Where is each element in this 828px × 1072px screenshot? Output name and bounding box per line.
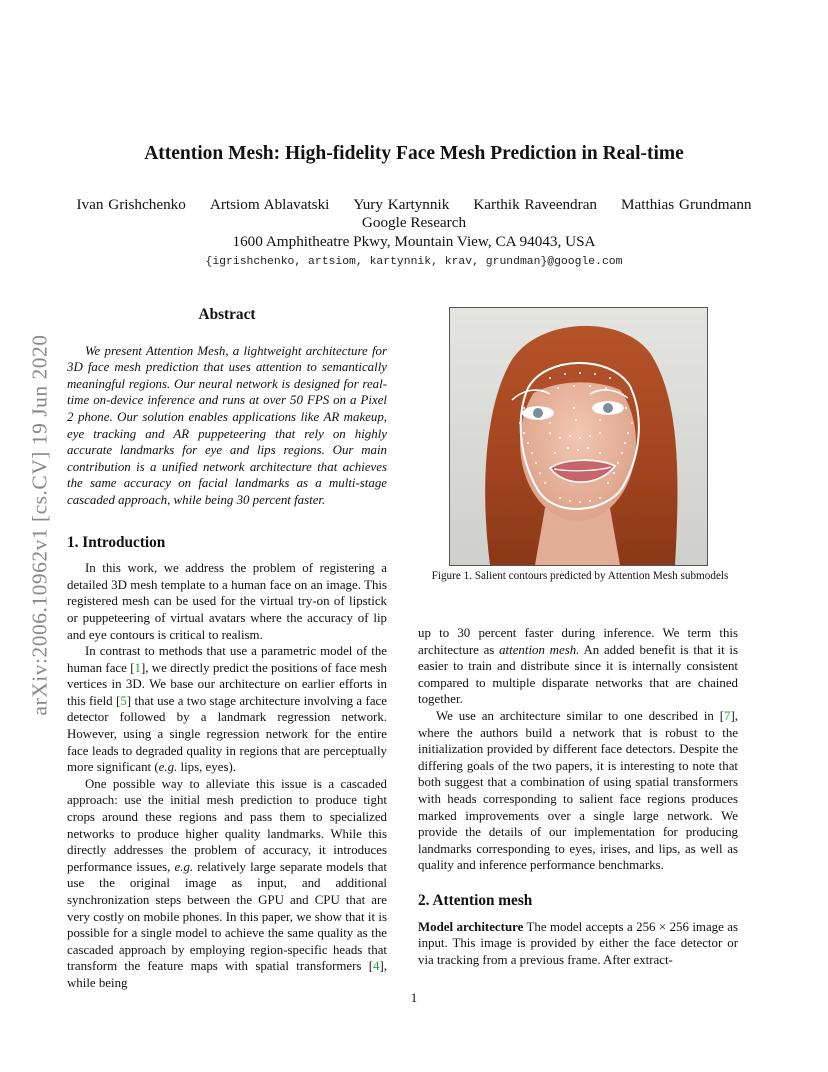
paper-title: Attention Mesh: High-fidelity Face Mesh Prediction in Real-time bbox=[144, 143, 684, 164]
address: 1600 Amphitheatre Pkwy, Mountain View, CA 94043, USA bbox=[232, 233, 596, 250]
page-number: 1 bbox=[410, 990, 418, 1005]
author-name: Ivan Grishchenko bbox=[76, 196, 186, 213]
paragraph-heading: Model architecture bbox=[418, 919, 524, 934]
abstract-heading: Abstract bbox=[198, 306, 256, 323]
intro-paragraph: One possible way to alleviate this issue is a cascaded approach: use the initial mesh prediction to produce tight crops around these regions and pass them to specialized networks to produce higher quality landmarks. While this directly addresses the problem of accuracy, it introduces performance issues, e.g. relatively large separate models that use the original image as input, and additional synchronization steps between the GPU and CPU that are very costly on mobile phones. In this paper, we show that it is possible for a single model to achieve the same quality as the cascaded approach by employing region-specific heads that transform the feature maps with spatial transformers [4], while being bbox=[67, 776, 387, 990]
citation-link[interactable]: 4 bbox=[373, 959, 380, 974]
body-paragraph: We use an architecture similar to one described in [7], where the authors build a network that is robust to the initialization provided by different face detectors. Despite the differing goals of the two papers, it is interesting to note that both suggest that a combination of using spatial transformers with heads corresponding to salient face regions produces marked improvements over a single large network. We provide the details of our implementation for producing landmarks corresponding to eyes, irises, and lips, as well as quality and inference performance benchmarks. bbox=[418, 708, 738, 873]
section-heading-attention-mesh: 2. Attention mesh bbox=[418, 891, 533, 909]
body-paragraph: up to 30 percent faster during inference. We term this architecture as attention mesh. An added benefit is that it is easier to train and distribute since it is internally consistent compared to multiple disparate networks that are chained together. bbox=[418, 626, 739, 707]
author-name: Matthias Grundmann bbox=[621, 196, 752, 213]
author-name: Yury Kartynnik bbox=[353, 196, 450, 213]
face-mesh-illustration bbox=[450, 308, 707, 565]
right-column bbox=[418, 625, 738, 968]
affiliation: Google Research bbox=[361, 214, 467, 231]
figure-face-mesh bbox=[449, 307, 708, 566]
citation-link[interactable]: 5 bbox=[120, 693, 127, 708]
section-heading-introduction: 1. Introduction bbox=[67, 533, 166, 551]
author-name: Karthik Raveendran bbox=[473, 196, 598, 213]
figure-caption: Figure 1. Salient contours predicted by Attention Mesh submodels bbox=[431, 570, 729, 582]
author-list bbox=[0, 196, 828, 214]
author-name: Artsiom Ablavatski bbox=[209, 196, 330, 213]
author-emails: {igrishchenko, artsiom, kartynnik, krav, grundman}@google.com bbox=[205, 256, 623, 268]
citation-link[interactable]: 1 bbox=[134, 660, 141, 675]
model-architecture-paragraph: Model architecture The model accepts a 256 × 256 image as input. This image is provided by either the face detector or via tracking from a previous frame. After extract- bbox=[418, 919, 739, 967]
arxiv-stamp bbox=[20, 290, 60, 760]
intro-paragraph: In contrast to methods that use a parametric model of the human face [1], we directly predict the positions of face mesh vertices in 3D. We base our architecture on earlier efforts in this field [5] that use a two stage architecture involving a face detector followed by a landmark regression network. However, using a single regression network for the entire face leads to degraded quality in regions that are perceptually more significant (e.g. lips, eyes). bbox=[67, 644, 388, 775]
abstract-text: We present Attention Mesh, a lightweight architecture for 3D face mesh prediction that uses attention to semantically meaningful regions. Our neural network is designed for real-time on-device inference and runs at over 50 FPS on a Pixel 2 phone. Our solution enables applications like AR makeup, eye tracking and AR puppeteering that rely on highly accurate landmarks for eye and lips regions. Our main contribution is a unified network architecture that achieves the same accuracy on facial landmarks as a multi-stage cascaded approach, while being 30 percent faster. bbox=[67, 343, 387, 507]
intro-paragraph: In this work, we address the problem of registering a detailed 3D mesh template to a human face on an image. This registered mesh can be used for the virtual try-on of lipstick or puppeteering of virtual avatars where the accuracy of lip and eye contours is critical to realism. bbox=[67, 561, 387, 642]
arxiv-stamp-text: arXiv:2006.10962v1 [cs.CV] 19 Jun 2020 bbox=[27, 334, 52, 716]
left-column bbox=[67, 307, 387, 992]
citation-link[interactable]: 7 bbox=[724, 708, 731, 723]
